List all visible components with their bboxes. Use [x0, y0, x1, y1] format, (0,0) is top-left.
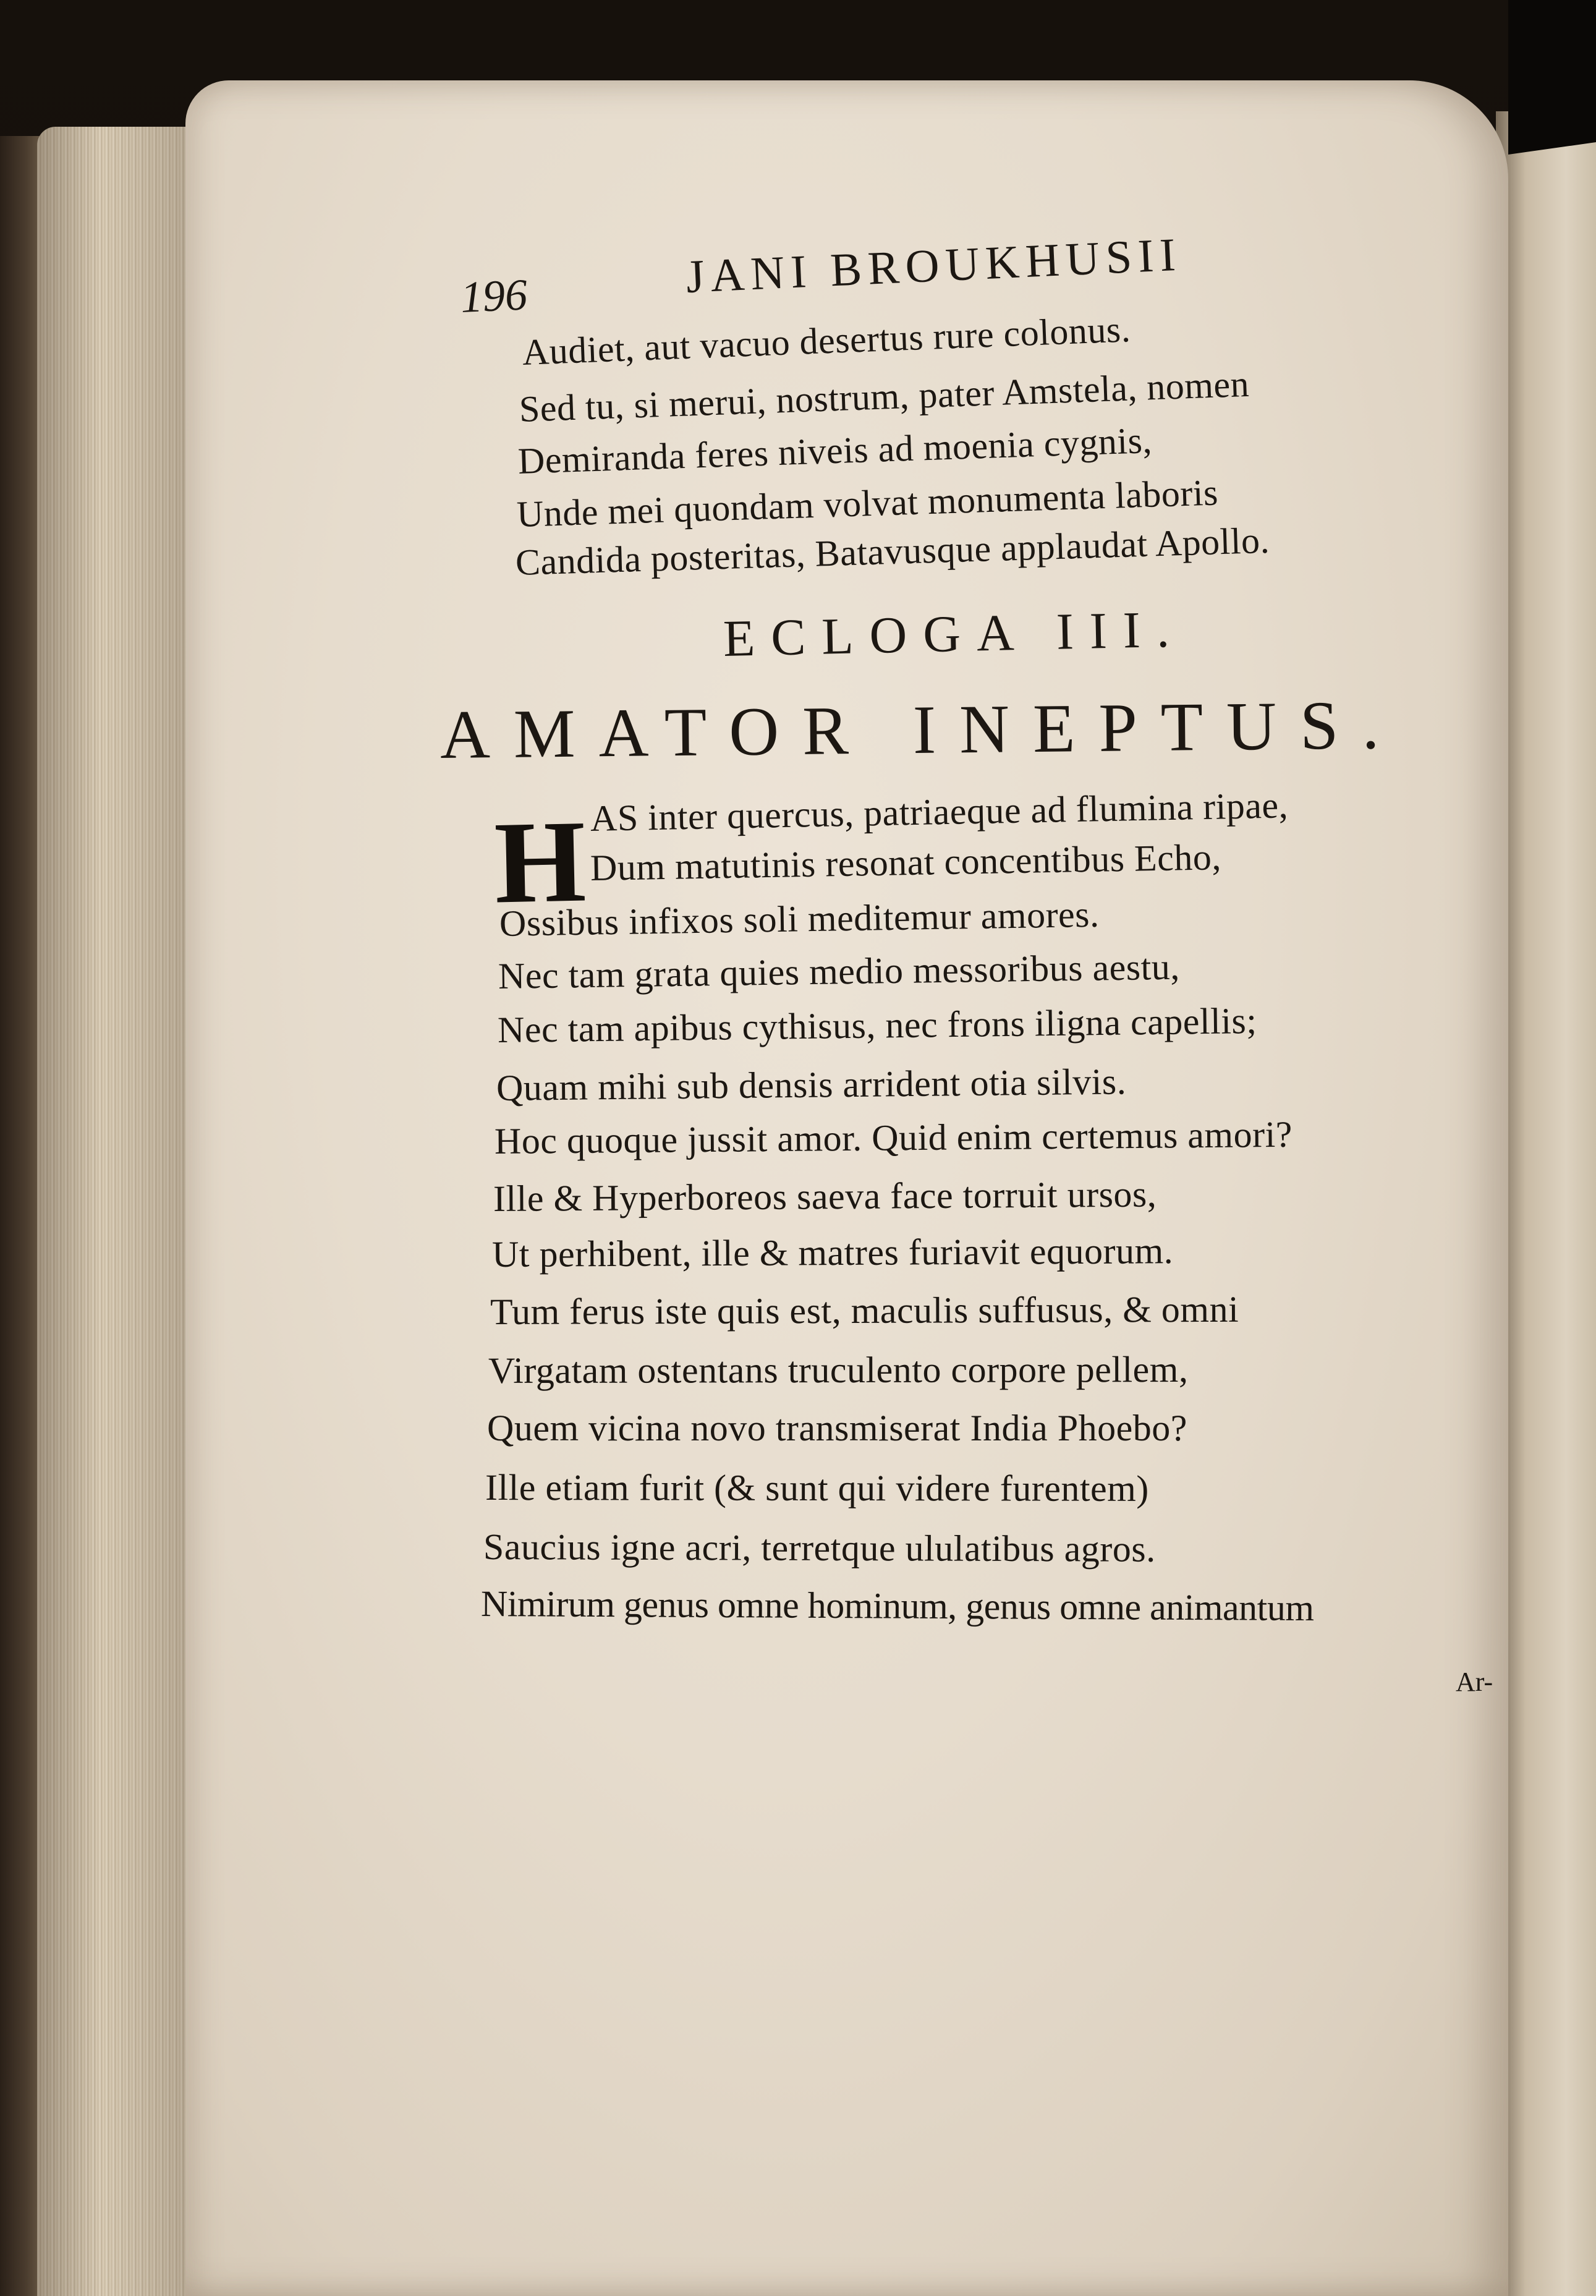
section-title: ECLOGA III.: [723, 600, 1186, 668]
poem-line: Virgatam ostentans truculento corpore pellem,: [488, 1349, 1189, 1391]
poem-line: Nec tam grata quies medio messoribus aestu,: [498, 946, 1181, 997]
poem-line: Ille & Hyperboreos saeva face torruit ursos,: [493, 1173, 1157, 1219]
poem-line: Ille etiam furit (& sunt qui videre furentem): [485, 1467, 1149, 1509]
background-corner: [1508, 0, 1596, 155]
facing-page-edge: [1496, 111, 1596, 2296]
poem-line: Quam mihi sub densis arrident otia silvis.: [496, 1061, 1127, 1108]
poem-line: Quem vicina novo transmiserat India Phoebo?: [487, 1408, 1187, 1448]
poem-line: Saucius igne acri, terretque ululatibus agros.: [483, 1526, 1156, 1570]
poem-line: Tum ferus iste quis est, maculis suffusus, & omni: [490, 1288, 1239, 1332]
page-stack-shadow: [37, 127, 198, 2296]
main-title: AMATOR INEPTUS.: [439, 686, 1403, 773]
preceding-line: Audiet, aut vacuo desertus rure colonus.: [521, 308, 1132, 373]
poem-line: Dum matutinis resonat concentibus Echo,: [590, 836, 1222, 888]
catchword: Ar-: [1456, 1667, 1493, 1697]
page-number: 196: [459, 270, 528, 322]
preceding-line: Unde mei quondam volvat monumenta laboris: [516, 472, 1219, 535]
poem-line: Ossibus infixos soli meditemur amores.: [499, 893, 1100, 944]
poem-line: Nimirum genus omne hominum, genus omne animantum: [480, 1583, 1314, 1629]
preceding-line: Demiranda feres niveis ad moenia cygnis,: [517, 419, 1153, 482]
poem-line: Ut perhibent, ille & matres furiavit equorum.: [491, 1230, 1174, 1275]
running-head: JANI BROUKHUSII: [685, 228, 1183, 303]
drop-cap: H: [493, 796, 587, 929]
preceding-line: Sed tu, si merui, nostrum, pater Amstela, nomen: [518, 363, 1250, 430]
preceding-line: Candida posteritas, Batavusque applaudat Apollo.: [515, 519, 1270, 583]
poem-line: Hoc quoque jussit amor. Quid enim certemus amori?: [494, 1113, 1293, 1162]
poem-line: AS inter quercus, patriaeque ad flumina ripae,: [590, 784, 1289, 839]
poem-line: Nec tam apibus cythisus, nec frons iligna capellis;: [497, 1000, 1257, 1050]
